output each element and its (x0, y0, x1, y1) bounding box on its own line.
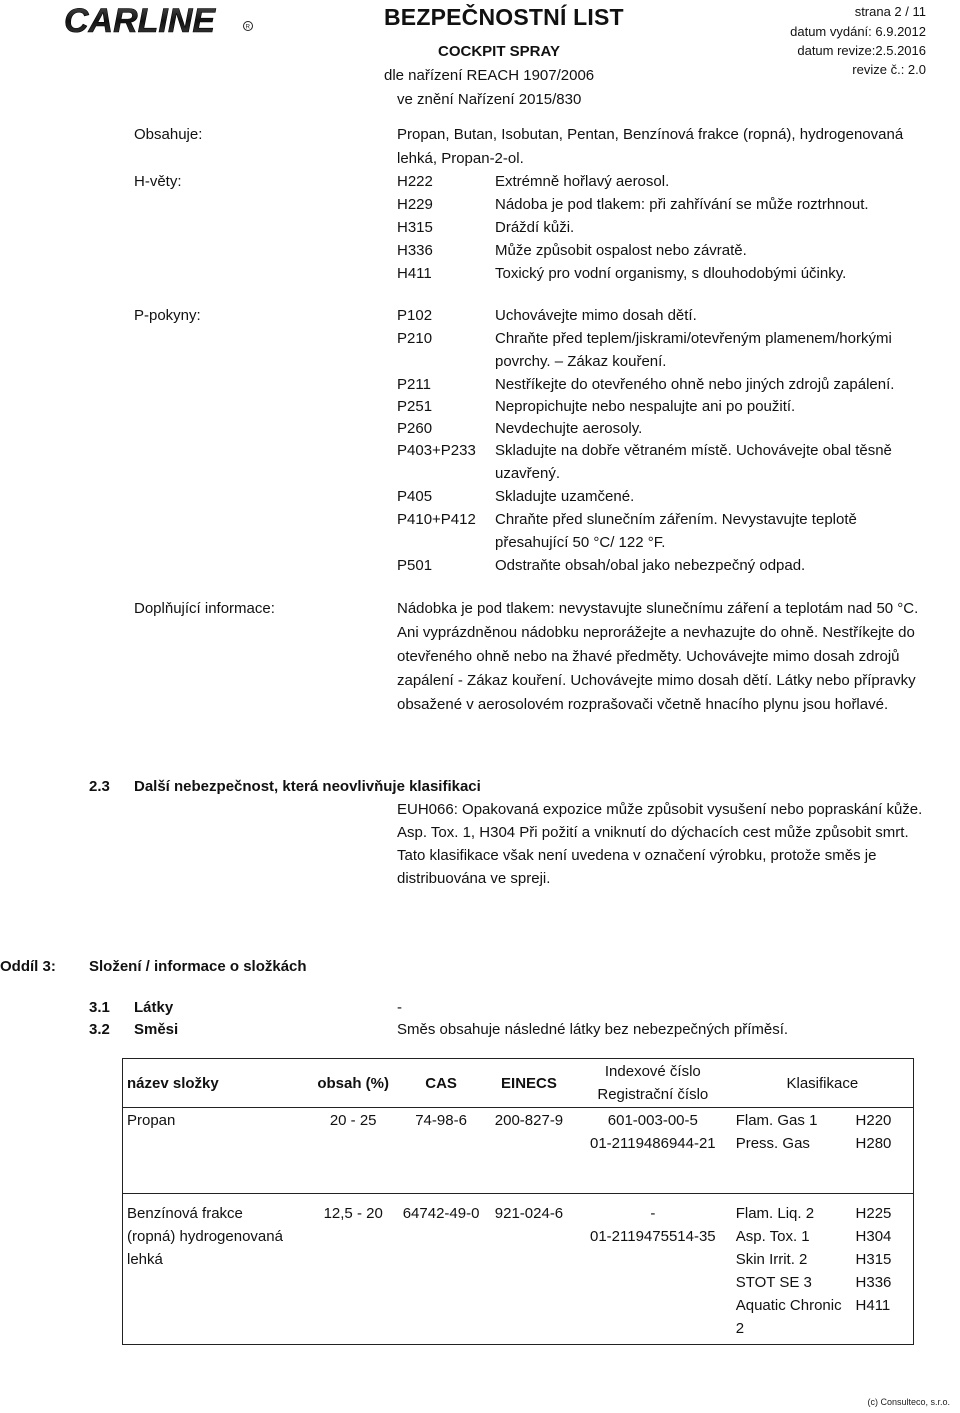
cell-einecs: 921-024-6 (494, 1205, 564, 1222)
name-line: Propan (127, 1112, 176, 1129)
table-row (123, 1194, 914, 1345)
cell-h (852, 1108, 914, 1156)
section-2-3-line: Tato klasifikace však není uvedena v označení výrobku, protože směs je (397, 847, 877, 864)
cell-reg: 01-2119475514-35 (589, 1228, 716, 1245)
p-text: Uchovávejte mimo dosah dětí. (495, 307, 697, 324)
section-3-1-title: Látky (134, 999, 174, 1016)
cell-cas: 64742-49-0 (402, 1205, 480, 1222)
header-reg: Registrační číslo (597, 1086, 709, 1103)
section-3-title: Složení / informace o složkách (89, 958, 307, 975)
supplementary-label: Doplňující informace: (134, 600, 275, 617)
cell-index-reg (574, 1194, 732, 1345)
p-text: Nepropichujte nebo nespalujte ani po použití. (495, 398, 796, 415)
carline-logo (62, 2, 254, 40)
p-code: P403+P233 (397, 442, 476, 459)
h-line: H411 (855, 1297, 891, 1314)
h-code: H222 (397, 173, 433, 190)
revision-date: datum revize:2.5.2016 (797, 43, 926, 58)
supplementary-line: otevřeného ohně nebo na žhavé předměty. Uchovávejte mimo dosah zdrojů (397, 648, 900, 665)
p-text: Odstraňte obsah/obal jako nebezpečný odpad. (495, 557, 806, 574)
section-2-3-title: Další nebezpečnost, která neovlivňuje klasifikaci (134, 778, 481, 795)
h-text: Extrémně hořlavý aerosol. (495, 173, 670, 190)
h-statements-label: H-věty: (134, 173, 182, 190)
regulation-line-1: dle nařízení REACH 1907/2006 (384, 67, 595, 84)
section-2-3-number: 2.3 (89, 778, 110, 795)
p-text: Skladujte uzamčené. (495, 488, 635, 505)
cell-content: 12,5 - 20 (323, 1205, 383, 1222)
cell-h (852, 1194, 914, 1345)
p-text: Nestříkejte do otevřeného ohně nebo jiných zdrojů zapálení. (495, 376, 895, 393)
class-line: Press. Gas (735, 1135, 810, 1152)
section-3-2-value: Směs obsahuje následné látky bez nebezpečných příměsí. (397, 1021, 789, 1038)
section-3-1-value: - (397, 999, 402, 1016)
h-text: Toxický pro vodní organismy, s dlouhodobými účinky. (495, 265, 847, 282)
h-line: H336 (855, 1274, 892, 1291)
section-2-3-line: Asp. Tox. 1, H304 Při požití a vniknutí do dýchacích cest může způsobit smrt. (397, 824, 909, 841)
issue-date: datum vydání: 6.9.2012 (790, 24, 926, 39)
class-line: STOT SE 3 (735, 1274, 812, 1291)
name-line: (ropná) hydrogenovaná (127, 1228, 283, 1245)
composition-table (122, 1058, 914, 1345)
revision-number: revize č.: 2.0 (852, 62, 926, 77)
h-code: H336 (397, 242, 433, 259)
header-cas: CAS (425, 1074, 457, 1092)
cell-reg: 01-2119486944-21 (589, 1135, 716, 1152)
header-name: název složky (127, 1074, 219, 1092)
contains-line-2: lehká, Propan-2-ol. (397, 150, 524, 167)
p-text-continued: uzavřený. (495, 465, 561, 482)
section-3-1-number: 3.1 (89, 999, 110, 1016)
supplementary-line: Nádobka je pod tlakem: nevystavujte slunečnímu záření a teplotám nad 50 °C. (397, 600, 919, 617)
regulation-line-2: ve znění Nařízení 2015/830 (397, 91, 582, 108)
h-line: H315 (855, 1251, 892, 1268)
cell-index: - (650, 1205, 656, 1222)
name-line: lehká (127, 1251, 163, 1268)
h-text: Dráždí kůži. (495, 219, 575, 236)
p-text: Chraňte před teplem/jiskrami/otevřeným plamenem/horkými (495, 330, 892, 347)
document-title: BEZPEČNOSTNÍ LIST (384, 4, 624, 30)
supplementary-line: Ani vyprázdněnou nádobku neprorážejte a nevhazujte do ohně. Nestříkejte do (397, 624, 915, 641)
class-line: Aquatic Chronic (735, 1297, 842, 1314)
h-code: H229 (397, 196, 433, 213)
class-line: Asp. Tox. 1 (735, 1228, 810, 1245)
cell-index-reg (574, 1108, 732, 1156)
p-text: Skladujte na dobře větraném místě. Uchovávejte obal těsně (495, 442, 892, 459)
class-line: 2 (735, 1320, 745, 1337)
p-code: P501 (397, 557, 433, 574)
cell-classes (732, 1108, 852, 1156)
p-text: Nevdechujte aerosoly. (495, 420, 643, 437)
cell-name (123, 1194, 309, 1345)
p-code: P102 (397, 307, 433, 324)
p-text-continued: povrchy. – Zákaz kouření. (495, 353, 667, 370)
p-code: P210 (397, 330, 433, 347)
footer-copyright: (c) Consulteco, s.r.o. (867, 1397, 950, 1407)
header-class: Klasifikace (786, 1074, 859, 1092)
cell-cas: 74-98-6 (415, 1112, 467, 1129)
header-einecs: EINECS (501, 1074, 557, 1092)
svg-text:R: R (245, 24, 250, 31)
supplementary-line: obsažené v aerosolovém rozprašovači včetně hnacího plynu jsou hořlavé. (397, 696, 889, 713)
section-3-2-number: 3.2 (89, 1021, 110, 1038)
product-name: COCKPIT SPRAY (438, 43, 560, 60)
table-header-row (123, 1059, 914, 1108)
h-line: H304 (855, 1228, 892, 1245)
class-line: Flam. Gas 1 (735, 1112, 818, 1129)
h-line: H280 (855, 1135, 892, 1152)
cell-index: 601-003-00-5 (607, 1112, 698, 1129)
p-code: P405 (397, 488, 433, 505)
contains-line-1: Propan, Butan, Isobutan, Pentan, Benzínová frakce (ropná), hydrogenovaná (397, 126, 904, 143)
h-text: Může způsobit ospalost nebo závratě. (495, 242, 747, 259)
class-line: Skin Irrit. 2 (735, 1251, 808, 1268)
cell-classes (732, 1194, 852, 1345)
page-number: strana 2 / 11 (854, 4, 926, 19)
p-code: P251 (397, 398, 433, 415)
section-2-3-line: distribuována ve spreji. (397, 870, 551, 887)
h-code: H411 (397, 265, 432, 282)
p-text-continued: přesahující 50 °C/ 122 °F. (495, 534, 666, 551)
p-code: P211 (397, 376, 431, 393)
table-row (123, 1108, 914, 1156)
name-line: Benzínová frakce (127, 1205, 243, 1222)
section-2-3-line: EUH066: Opakovaná expozice může způsobit vysušení nebo popraskání kůže. (397, 801, 923, 818)
cell-content: 20 - 25 (329, 1112, 377, 1129)
h-code: H315 (397, 219, 433, 236)
section-3-label: Oddíl 3: (0, 958, 56, 975)
h-text: Nádoba je pod tlakem: při zahřívání se může roztrhnout. (495, 196, 869, 213)
section-3-2-title: Směsi (134, 1021, 179, 1038)
header-index-reg (574, 1059, 732, 1108)
svg-text:CARLINE: CARLINE (64, 2, 216, 40)
cell-name (123, 1108, 309, 1156)
header-index: Indexové číslo (604, 1063, 701, 1080)
header-content: obsah (%) (317, 1074, 390, 1092)
h-line: H220 (855, 1112, 892, 1129)
h-line: H225 (855, 1205, 892, 1222)
class-line: Flam. Liq. 2 (735, 1205, 815, 1222)
p-code: P260 (397, 420, 433, 437)
p-text: Chraňte před slunečním zářením. Nevystavujte teplotě (495, 511, 857, 528)
supplementary-line: zapálení - Zákaz kouření. Uchovávejte mimo dosah dětí. Látky nebo přípravky (397, 672, 916, 689)
contains-label: Obsahuje: (134, 126, 203, 143)
p-code: P410+P412 (397, 511, 476, 528)
p-statements-label: P-pokyny: (134, 307, 201, 324)
cell-einecs: 200-827-9 (494, 1112, 564, 1129)
